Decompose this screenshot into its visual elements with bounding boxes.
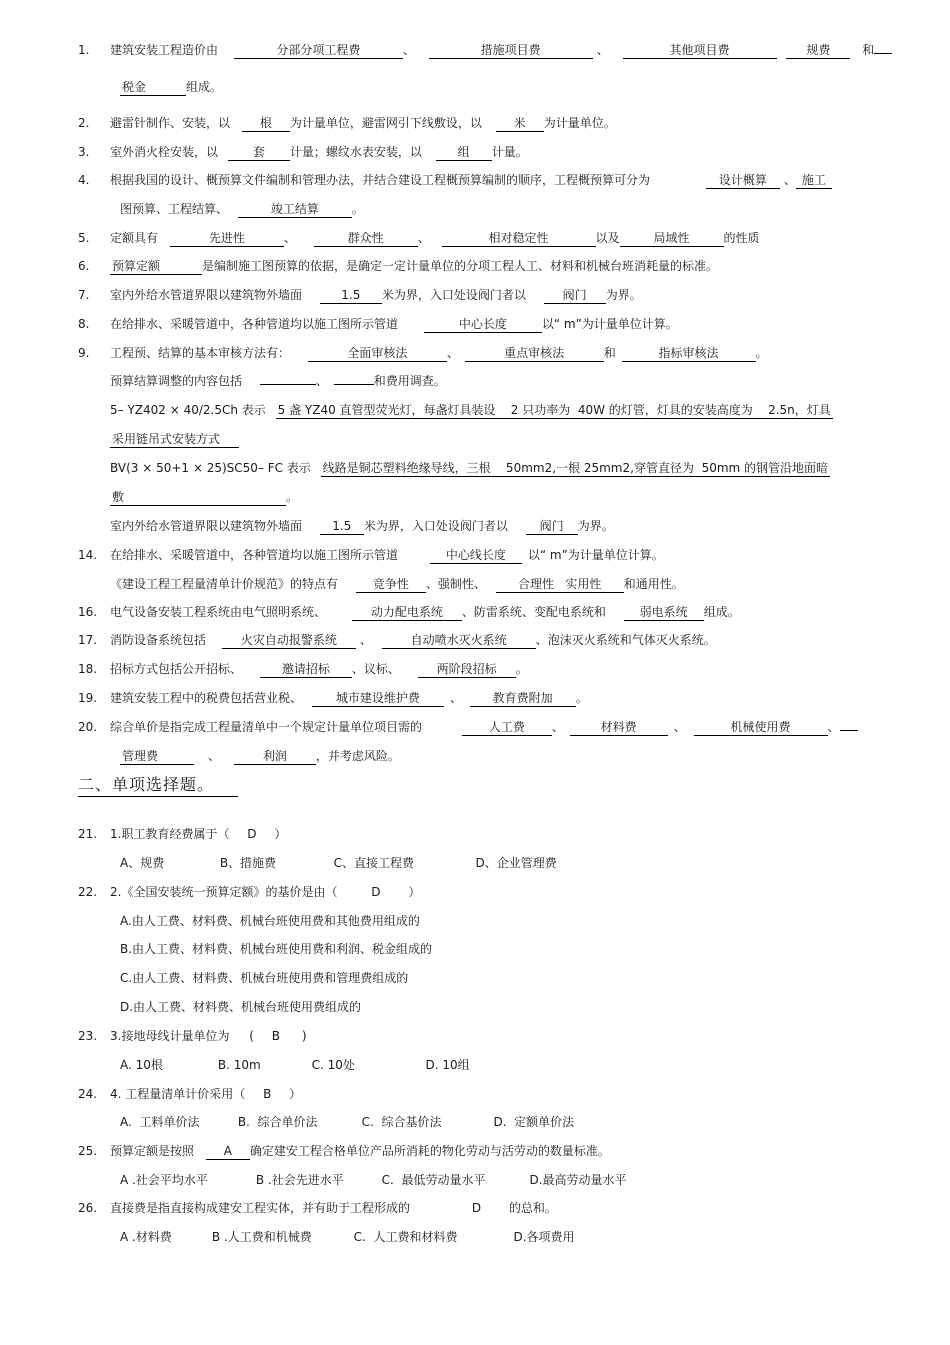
question-text: 3.接地母线计量单位为 bbox=[110, 1029, 230, 1043]
separator: 、 bbox=[449, 691, 462, 705]
option-a: A. 工料单价法 bbox=[120, 1115, 200, 1129]
bracket: ) bbox=[301, 1029, 307, 1043]
answer-blank: 机械使用费 bbox=[694, 719, 828, 736]
question-text: 4. 工程量清单计价采用（ bbox=[110, 1087, 246, 1101]
separator: 、 bbox=[827, 720, 840, 734]
answer-blank: 采用链吊式安装方式 bbox=[110, 431, 239, 448]
option-d: D. 10组 bbox=[425, 1058, 470, 1072]
question-text: 。 bbox=[515, 662, 528, 676]
question-text: BV(3 × 50+1 × 25)SC50– FC 表示 bbox=[110, 461, 311, 475]
option-c: C. 综合基价法 bbox=[361, 1115, 442, 1129]
bracket: ） bbox=[274, 827, 287, 841]
option-d: D.最高劳动量水平 bbox=[529, 1173, 627, 1187]
answer-blank: 分部分项工程费 bbox=[234, 42, 403, 59]
question-number: 6. bbox=[78, 259, 90, 273]
question-text: 工程预、结算的基本审核方法有： bbox=[110, 346, 291, 360]
answer-blank: 根 bbox=[242, 115, 290, 132]
option-c: C、直接工程费 bbox=[333, 856, 415, 870]
option-b: B .人工费和机械费 bbox=[211, 1230, 312, 1244]
question-number: 19. bbox=[78, 691, 98, 705]
answer-blank: 自动喷水灭火系统 bbox=[382, 632, 536, 649]
question-text: 《建设工程工程量清单计价规范》的特点有 bbox=[110, 577, 339, 591]
answer-blank: 竞争性 bbox=[356, 576, 426, 593]
question-number: 22. bbox=[78, 885, 98, 899]
question-number: 20. bbox=[78, 720, 98, 734]
question-text: 以“ m”为计量单位计算。 bbox=[541, 317, 678, 331]
answer-blank: 两阶段招标 bbox=[418, 661, 516, 678]
option-d: D. 定额单价法 bbox=[493, 1115, 575, 1129]
question-number: 7. bbox=[78, 288, 90, 302]
separator: 、 bbox=[446, 346, 459, 360]
answer-blank: 城市建设维护费 bbox=[312, 690, 444, 707]
question-text: 2.《全国安装统一预算定额》的基价是由（ bbox=[110, 885, 338, 899]
question-text: 的性质 bbox=[723, 231, 760, 245]
option-d: D.各项费用 bbox=[513, 1230, 575, 1244]
question-text: 计量；螺纹水表安装，以 bbox=[289, 145, 422, 159]
answer-blank: 重点审核法 bbox=[465, 345, 604, 362]
answer-blank: 其他项目费 bbox=[623, 42, 777, 59]
question-text: 。 bbox=[286, 490, 299, 504]
separator: 、 bbox=[283, 231, 296, 245]
question-text: 室外消火栓安装，以 bbox=[110, 145, 219, 159]
question-number: 3. bbox=[78, 145, 90, 159]
question-text: 米为界，入口处设阀门者以 bbox=[363, 519, 508, 533]
answer-blank: 规费 bbox=[786, 42, 850, 59]
question-text: 综合单价是指完成工程量清单中一个规定计量单位项目需的 bbox=[110, 720, 423, 734]
answer-blank: 邀请招标 bbox=[260, 661, 352, 678]
question-text: 的总和。 bbox=[508, 1201, 557, 1215]
answer-blank: 局域性 bbox=[620, 230, 724, 247]
connector-text: 和 bbox=[603, 346, 616, 360]
answer-blank: A bbox=[206, 1143, 250, 1160]
question-number: 8. bbox=[78, 317, 90, 331]
question-text: 预算定额是按照 bbox=[110, 1144, 195, 1158]
question-text: ，并考虑风险。 bbox=[315, 749, 400, 763]
question-text: 组成。 bbox=[186, 80, 223, 94]
question-number: 1. bbox=[78, 43, 90, 57]
question-text: 、强制性、 bbox=[425, 577, 486, 591]
answer-blank: 群众性 bbox=[314, 230, 418, 247]
question-text: 图预算、工程结算、 bbox=[120, 202, 229, 216]
answer-blank: 1.5 bbox=[320, 518, 364, 535]
separator: 、 bbox=[783, 173, 796, 187]
answer-text: B bbox=[263, 1087, 272, 1101]
question-text: 为界。 bbox=[605, 288, 642, 302]
question-number: 2. bbox=[78, 116, 90, 130]
answer-blank-empty bbox=[334, 384, 374, 385]
question-text: 计量。 bbox=[491, 145, 528, 159]
separator: 、 bbox=[208, 749, 221, 763]
question-text: 避雷针制作、安装，以 bbox=[110, 116, 231, 130]
question-text: 室内外给水管道界限以建筑物外墙面 bbox=[110, 288, 303, 302]
separator: 、 bbox=[402, 43, 415, 57]
answer-text: D bbox=[471, 1201, 482, 1215]
separator: 、 bbox=[673, 720, 686, 734]
question-number: 14. bbox=[78, 548, 98, 562]
question-number: 25. bbox=[78, 1144, 98, 1158]
question-number: 17. bbox=[78, 633, 98, 647]
answer-blank: 动力配电系统 bbox=[352, 604, 462, 621]
exam-page: 1. 建筑安装工程造价由 分部分项工程费 、 措施项目费 、 其他项目费 规费 和 税金 组成。 2. 避雷针制作、安装，以 根 为计量单位，避雷网引下线敷设，以 米 为计量单位。 3. 室外消火栓安装，以 套 计量；螺纹水表安装，以 组 计量。 4. 根据我国的设计、概预算文件编制和管理办法，并结合建设工程概预算编制的顺序，工程概预算可分为 设计概算 、 施工 图预算、工程结算、 竣工结算 。 5. 定额具有 先进性 、 群众性 、 相对稳定性 以及 局域性 的性质 6. 预算定额 是编制施工图预算的依据，是确定一定计量单位的分项工程人工、材料和机械台班消耗量的标准。 7. 室内外给水管道界限以建筑物外墙面 1.5 米为界，入口处设阀门者以 阀门 为界。 8. 在给排水、采暖管道中，各种管道均以施工图所示管道 中心长度 以“ m”为计量单位计算。 9. 工程预、结算的基本审核方法有： 全面审核法 、 重点审核法 和 指标审核法 。 预算结算调整的内容包括 、 和费用调查。 5– YZ402 × 40/2.5Ch 表示 5 盏 YZ40 直管型荧光灯，每盏灯具装设 2 只功率为 40W 的灯管，灯具的安装高度为 2.5n，灯具 采用链吊式安装方式 BV(3 × 50+1 × 25)SC50– FC 表示 线路是铜芯塑料绝缘导线，三根 50mm2,一根 25mm2,穿管直径为 50mm 的钢管沿地面暗 敷 。 室内外给水管道界限以建筑物外墙面 1.5 米为界，入口处设阀门者以 阀门 为界。 14. 在给排水、采暖管道中，各种管道均以施工图所示管道 中心线长度 以“ m”为计量单位计算。 《建设工程工程量清单计价规范》的特点有 竞争性 、强制性、 合理性 实用性 和通用性。 16. 电气设备安装工程系统由电气照明系统、 动力配电系统 、防雷系统、变配电系统和 弱电系统 组成。 17. 消防设备系统包括 火灾自动报警系统 、 自动喷水灭火系统 、泡沫灭火系统和气体灭火系统。 18. 招标方式包括公开招标、 邀请招标 、议标、 两阶段招标 。 19. 建筑安装工程中的税费包括营业税、 城市建设维护费 、 教育费附加 。 20. 综合单价是指完成工程量清单中一个规定计量单位项目需的 人工费 、 材料费 、 机械使用费 、 管理费 、 利润 ，并考虑风险。 二、单项选择题。 21. 1.职工教育经费属于（ D ） A、规费 B、措施费 C、直接工程费 D、企业管理费 22. 2.《全国安装统一预算定额》的基价是由（ D ） A.由人工费、材料费、机械台班使用费和其他费用组成的 B.由人工费、材料费、机械台班使用费和利润、税金组成的 C.由人工费、材料费、机械台班使用费和管理费组成的 D.由人工费、材料费、机械台班使用费组成的 23. 3.接地母线计量单位为 ( B ) A. 10根 B. 10m C. 10处 D. 10组 24. 4. 工程量清单计价采用（ B ） A. 工料单价法 B. 综合单价法 C. 综合基价法 D. 定额单价法 25. 预算定额是按照 A 确定建安工程合格单位产品所消耗的物化劳动与活劳动的数量标准。 A .社会平均水平 B .社会先进水平 C. 最低劳动量水平 D.最高劳动量水平 26. 直接费是指直接构成建安工程实体，并有助于工程形成的 D 的总和。 A .材料费 B .人工费和机械费 C. 人工费和材料费 D.各项费用 bbox=[0, 0, 950, 1345]
option-a: A、规费 bbox=[120, 856, 165, 870]
question-text: 为计量单位，避雷网引下线敷设，以 bbox=[289, 116, 482, 130]
answer-blank: 竣工结算 bbox=[238, 201, 352, 218]
option-c: C. 最低劳动量水平 bbox=[381, 1173, 486, 1187]
question-number: 16. bbox=[78, 605, 98, 619]
question-text: 、泡沫灭火系统和气体灭火系统。 bbox=[535, 633, 716, 647]
question-text: 以“ m”为计量单位计算。 bbox=[527, 548, 664, 562]
question-number: 9. bbox=[78, 346, 90, 360]
question-number: 4. bbox=[78, 173, 90, 187]
question-text: 建筑安装工程造价由 bbox=[110, 43, 219, 57]
bracket: ( bbox=[249, 1029, 254, 1043]
answer-blank: 中心线长度 bbox=[430, 547, 522, 564]
answer-blank-empty bbox=[874, 53, 892, 54]
answer-blank: 预算定额 bbox=[110, 258, 202, 275]
answer-text: D bbox=[371, 885, 381, 899]
question-text: 为计量单位。 bbox=[543, 116, 616, 130]
question-text: 为界。 bbox=[577, 519, 614, 533]
option-b: B. 综合单价法 bbox=[237, 1115, 318, 1129]
answer-blank: 阀门 bbox=[526, 518, 578, 535]
question-text: 5– YZ402 × 40/2.5Ch 表示 bbox=[110, 403, 266, 417]
answer-blank: 线路是铜芯塑料绝缘导线，三根 50mm2,一根 25mm2,穿管直径为 50mm 的钢管沿地面暗 bbox=[322, 461, 829, 475]
answer-blank: 米 bbox=[496, 115, 544, 132]
option-c: C. 人工费和材料费 bbox=[353, 1230, 458, 1244]
option-b: B. 10m bbox=[217, 1058, 261, 1072]
question-number: 23. bbox=[78, 1029, 98, 1043]
answer-blank: 5 盏 YZ40 直管型荧光灯，每盏灯具装设 2 只功率为 40W 的灯管，灯具的安装高度为 2.5n，灯具 bbox=[277, 403, 831, 417]
question-text: 定额具有 bbox=[110, 231, 159, 245]
question-text: 直接费是指直接构成建安工程实体，并有助于工程形成的 bbox=[110, 1201, 411, 1215]
answer-blank: 利润 bbox=[234, 748, 316, 765]
answer-text: D bbox=[247, 827, 257, 841]
separator: 、 bbox=[359, 633, 372, 647]
question-text: 招标方式包括公开招标、 bbox=[110, 662, 243, 676]
answer-text: B bbox=[271, 1029, 281, 1043]
question-text: 。 bbox=[351, 202, 364, 216]
answer-blank: 指标审核法 bbox=[622, 345, 756, 362]
question-text: 和费用调查。 bbox=[373, 374, 446, 388]
answer-blank: 人工费 bbox=[462, 719, 552, 736]
question-text: 、防雷系统、变配电系统和 bbox=[461, 605, 606, 619]
question-number: 5. bbox=[78, 231, 90, 245]
question-text: 。 bbox=[575, 691, 588, 705]
connector-text: 和 bbox=[862, 43, 875, 57]
question-number: 18. bbox=[78, 662, 98, 676]
answer-blank: 材料费 bbox=[570, 719, 668, 736]
question-text: 预算结算调整的内容包括 bbox=[110, 374, 243, 388]
question-text: 确定建安工程合格单位产品所消耗的物化劳动与活劳动的数量标准。 bbox=[249, 1144, 610, 1158]
question-text: 米为界，入口处设阀门者以 bbox=[381, 288, 526, 302]
answer-blank: 套 bbox=[228, 144, 290, 161]
option-b: B、措施费 bbox=[219, 856, 277, 870]
option-c: C. 10处 bbox=[311, 1058, 355, 1072]
section-heading: 二、单项选择题。 bbox=[78, 774, 238, 797]
question-text: 在给排水、采暖管道中，各种管道均以施工图所示管道 bbox=[110, 317, 399, 331]
question-text: 是编制施工图预算的依据，是确定一定计量单位的分项工程人工、材料和机械台班消耗量的标准。 bbox=[202, 259, 719, 273]
question-text: 以及 bbox=[595, 231, 620, 245]
question-text: 组成。 bbox=[703, 605, 740, 619]
question-number: 21. bbox=[78, 827, 98, 841]
answer-blank: 管理费 bbox=[120, 748, 194, 765]
answer-blank: 全面审核法 bbox=[308, 345, 447, 362]
answer-blank: 先进性 bbox=[170, 230, 284, 247]
answer-blank: 中心长度 bbox=[424, 316, 542, 333]
question-text: 电气设备安装工程系统由电气照明系统、 bbox=[110, 605, 327, 619]
answer-blank: 火灾自动报警系统 bbox=[222, 632, 356, 649]
answer-blank: 组 bbox=[436, 144, 492, 161]
answer-blank: 合理性 实用性 bbox=[496, 576, 624, 593]
option-b: B .社会先进水平 bbox=[255, 1173, 344, 1187]
answer-blank-empty bbox=[840, 730, 858, 731]
answer-blank: 敷 bbox=[110, 489, 286, 506]
separator: 、 bbox=[551, 720, 564, 734]
answer-blank: 税金 bbox=[120, 79, 186, 96]
answer-blank: 设计概算 bbox=[706, 172, 780, 189]
question-text: 根据我国的设计、概预算文件编制和管理办法，并结合建设工程概预算编制的顺序，工程概预算可分为 bbox=[110, 173, 651, 187]
answer-blank: 措施项目费 bbox=[429, 42, 593, 59]
answer-blank-empty bbox=[260, 384, 316, 385]
separator: 、 bbox=[315, 374, 328, 388]
answer-blank: 施工 bbox=[796, 172, 832, 189]
answer-blank: 1.5 bbox=[320, 287, 382, 304]
option-a: A .社会平均水平 bbox=[120, 1173, 208, 1187]
option-d: D、企业管理费 bbox=[475, 856, 557, 870]
option-a: A .材料费 bbox=[120, 1230, 172, 1244]
question-text: 室内外给水管道界限以建筑物外墙面 bbox=[110, 519, 303, 533]
question-text: 。 bbox=[755, 346, 768, 360]
bracket: ） bbox=[408, 885, 421, 899]
separator: 、 bbox=[417, 231, 430, 245]
question-text: 建筑安装工程中的税费包括营业税、 bbox=[110, 691, 303, 705]
question-text: 和通用性。 bbox=[623, 577, 684, 591]
question-text: 1.职工教育经费属于（ bbox=[110, 827, 230, 841]
answer-blank: 阀门 bbox=[544, 287, 606, 304]
question-number: 24. bbox=[78, 1087, 98, 1101]
separator: 、 bbox=[596, 43, 609, 57]
bracket: ） bbox=[289, 1087, 302, 1101]
option-a: A. 10根 bbox=[120, 1058, 163, 1072]
answer-blank: 相对稳定性 bbox=[442, 230, 596, 247]
answer-blank: 教育费附加 bbox=[470, 690, 576, 707]
question-text: 在给排水、采暖管道中，各种管道均以施工图所示管道 bbox=[110, 548, 399, 562]
answer-blank: 弱电系统 bbox=[624, 604, 704, 621]
question-number: 26. bbox=[78, 1201, 98, 1215]
question-text: 消防设备系统包括 bbox=[110, 633, 207, 647]
question-text: 、议标、 bbox=[351, 662, 400, 676]
